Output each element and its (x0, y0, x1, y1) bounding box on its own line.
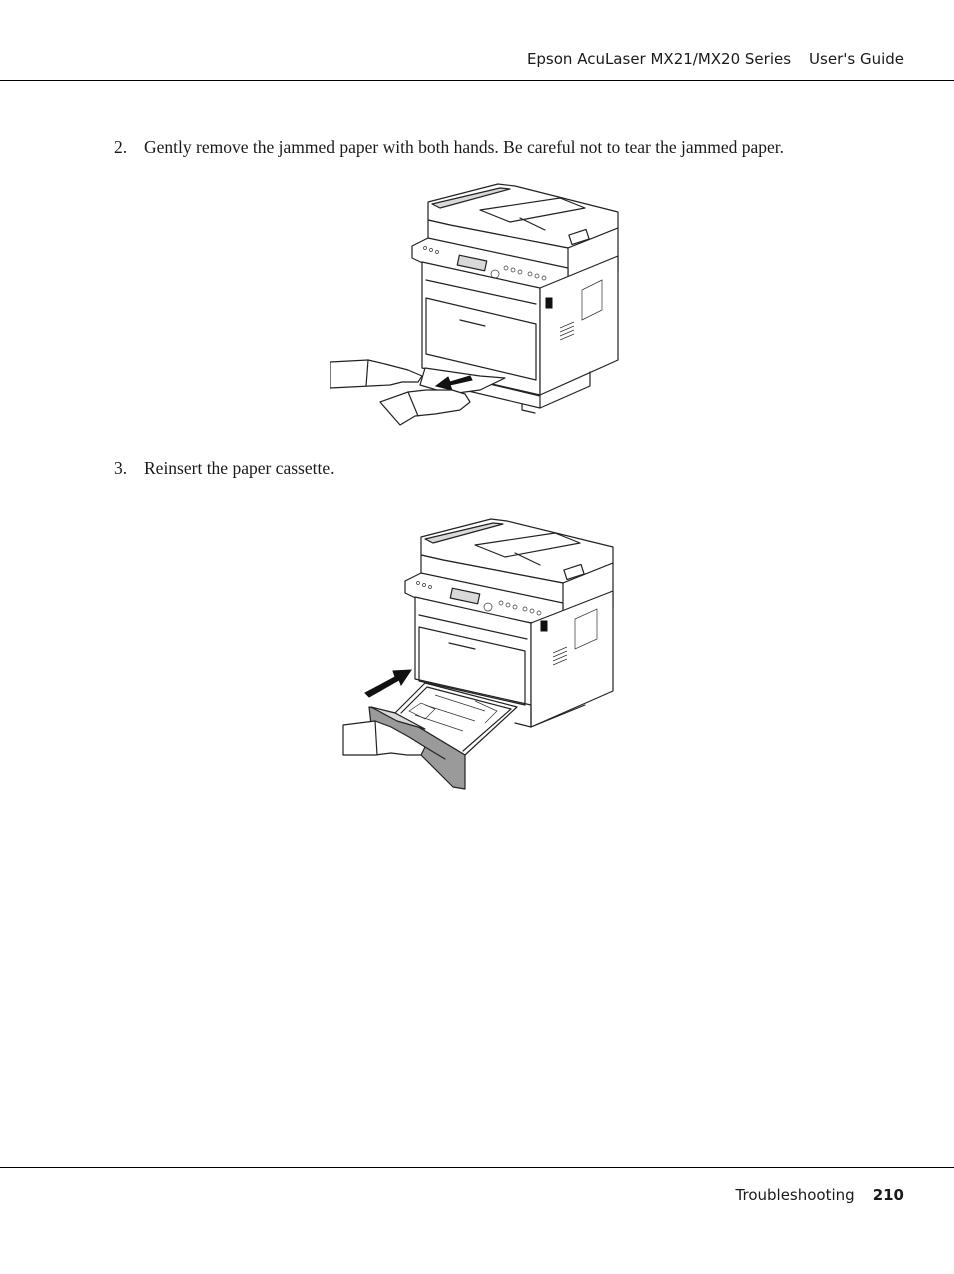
step-2-number: 2. (114, 137, 128, 157)
running-header (527, 50, 904, 68)
page-number: 210 (872, 1186, 904, 1204)
header-rule (0, 80, 954, 81)
footer-rule (0, 1167, 954, 1168)
running-footer (736, 1186, 904, 1204)
step-2 (114, 137, 784, 158)
step-3-number: 3. (114, 458, 128, 478)
step-2-text: Gently remove the jammed paper with both hands. Be careful not to tear the jammed paper. (144, 137, 784, 157)
footer-section: Troubleshooting (735, 1186, 855, 1204)
step-3 (114, 458, 334, 479)
header-product-title: Epson AcuLaser MX21/MX20 Series (526, 50, 792, 68)
printer-remove-jammed-paper-illustration (330, 180, 625, 430)
step-3-text: Reinsert the paper cassette. (144, 458, 335, 478)
printer-reinsert-cassette-illustration (335, 515, 620, 795)
header-guide-title: User's Guide (809, 50, 904, 68)
